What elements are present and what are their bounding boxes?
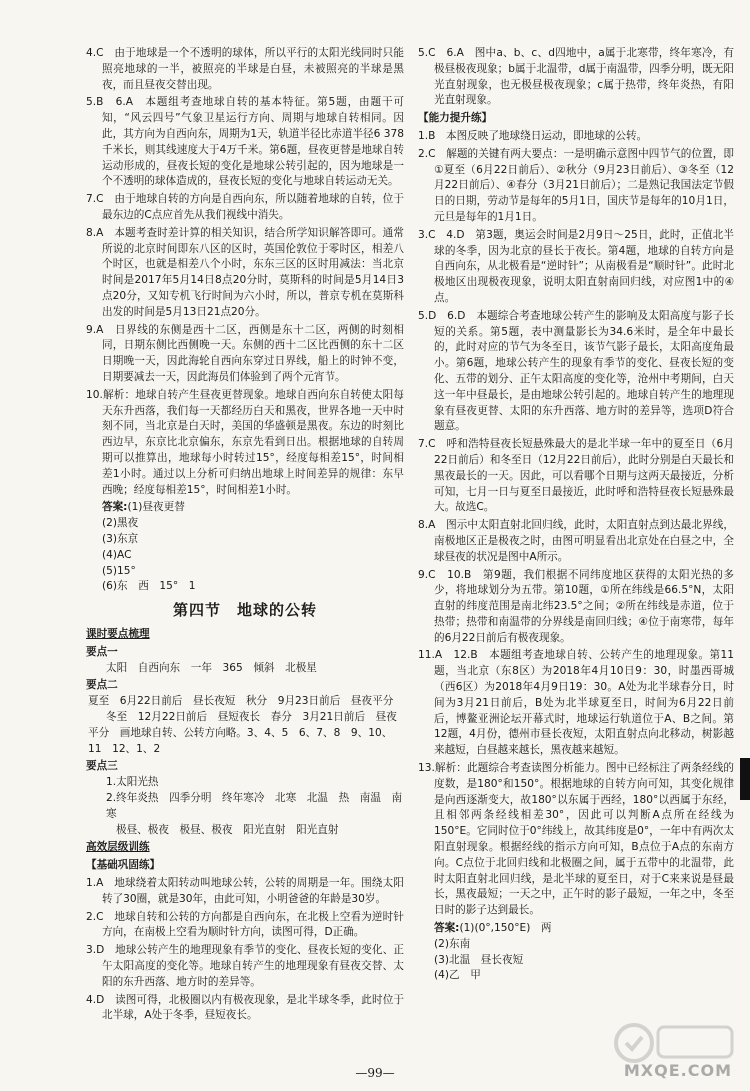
watermark-text: MXQE.COM	[623, 1061, 732, 1081]
answer-item: 9.A 日界线的东侧是西十二区，西侧是东十二区，两侧的时刻相同，日期东侧比西侧晚一天。东侧的西十二区比西侧的东十二区日期晚一天，因此海轮自西向东穿过日界线，船上的时钟不变，日期要减去一天，因此海员们体验到了两个元宵节。	[86, 323, 404, 383]
keypoint-line: 太阳 自西向东 一年 365 倾斜 北极星	[106, 661, 317, 674]
answer-item: 10.解析：地球自转产生昼夜更替现象。地球自西向东自转使太阳每天东升西落，我们每一天都经历白天和黑夜，世界各地一天中时刻不同，当北京是白天时，美国的华盛顿是黑夜。东边的时刻比西边早，东京比北京偏东，东京先看到日出。根据地球的自转周期可以推算出，地球每小时转过15°，经度每相差15°，时间相差1小时。通过以上分析可归纳出地球上时间差异的规律：东早西晚；经度每相差15°，时间相差1小时。	[86, 388, 404, 496]
keypoint-label: 要点三	[86, 760, 118, 773]
answer-item: 5.D 6.D 本题综合考查地球公转产生的影响及太阳高度与影子长短的关系。第5题，表中测量影长为34.6米时，是全年中最长的，此时对应的节气为冬至日，该节气影子最长，太阳高度角最小。第6题，地球公转产生的现象有季节的变化、昼夜长短的变化、五带的划分、正午太阳高度的变化等，沧州中考期间，白天这一年中昼最长，是由地球公转引起的。地球自转产生的地理现象有昼夜更替、太阳的东升西落、地方时的差异等，选项D符合题意。	[418, 309, 734, 433]
answer-item: 7.C 由于地球自转的方向是自西向东，所以随着地球的自转，位于最东边的C点应首先从我们视线中消失。	[86, 193, 404, 221]
chapter-side-tab	[740, 758, 750, 800]
answer-item: 13.解析：此题综合考查读图分析能力。图中已经标注了两条经线的度数，是180°和150°。根据地球的自转方向可知，其变化规律是向西逐渐变大，故180°以东属于西经，180°以西属于东经，且相邻两条经线相差30°，因此可以判断A点所在经线为150°E。它同时位于0°纬线上，故其纬度是0°，一年中有两次太阳直射现象。根据经线的指示方向可知，B点位于A点的东南方向。C点位于北回归线和北极圈之间，属于五带中的北温带，此时太阳直射北回归线，是北半球的夏至日，对于C来来说是昼最长，黑夜最短；一天之中，正午时的影子最短，一年之中，冬至日时的影子达到最长。	[418, 762, 734, 917]
answer-item: 7.C 呼和浩特昼夜长短悬殊最大的是北半球一年中的夏至日（6月22日前后）和冬至日（12月22日前后），此时分别是白天最长和黑夜最长的一天。因此，可以看哪个日期与这两天最接近，分析可知，七月一日与夏至日最接近，此时呼和浩特昼夜长短悬殊最大。故选C。	[418, 438, 734, 514]
keypoint-line: 2.终年炎热 四季分明 终年寒冷 北寒 北温 热 南温 南寒	[106, 792, 403, 820]
right-column	[418, 46, 734, 984]
answer-item: 8.A 图示中太阳直射北回归线，此时，太阳直射点到达最北界线，南极地区正是极夜之时，由图可明显看出北京处在白昼之中，全球昼夜的状况是图中A所示。	[418, 519, 734, 563]
keypoint-label: 要点一	[86, 645, 118, 658]
answer-line: (3)北温 昼长夜短	[434, 953, 524, 966]
answer-item: 4.D 读图可得，北极圈以内有极夜现象，是北半球冬季，此时位于北半球，A处于冬季，昼短夜长。	[86, 993, 404, 1022]
basic-practice-label: 【基础巩固练】	[86, 859, 161, 872]
answer-line: (4)乙 甲	[434, 969, 481, 982]
answer-label: 答案:(1)昼夜更替	[102, 501, 185, 514]
answer-item: 3.D 地球公转产生的地理现象有季节的变化、昼夜长短的变化、正午太阳高度的变化等。地球自转产生的地理现象有昼夜交替、太阳的东升西落、地方时的差异等。	[86, 944, 404, 988]
answer-item: 9.C 10.B 第9题，我们根据不同纬度地区获得的太阳光热的多少，将地球划分为五带。第10题，①所在纬线是66.5°N，太阳直射的纬度范围是南北纬23.5°之间；②所在纬线是赤道，位于热带；热带和南温带的分界线是南回归线；④位于南寒带，每年的6月22日前后有极夜现象。	[418, 568, 734, 644]
keypoint-line: 1.太阳光热	[106, 776, 159, 789]
answer-item: 8.A 本题考查时差计算的相关知识，结合所学知识解答即可。通常所说的北京时间即东八区的区时，英国伦敦位于零时区，相差八个时区，也就是相差八个小时，东东三区的区时用减法：当北京时间是2017年5月14日8点20分时，莫斯科的时间是5月14日3点20分，又知专机飞行时间为六小时，所以，普京专机在莫斯科出发的时间是5月13日21点20分。	[86, 226, 404, 318]
keypoints-heading: 课时要点梳理	[86, 628, 150, 641]
keypoint-line: 平分 画地球自转、公转方向略。3、4、5 6、7、8 9、10、11 12、1、2	[88, 726, 393, 755]
page-number: —99—	[355, 1066, 395, 1080]
answer-line: (4)AC	[102, 548, 132, 561]
answer-item: 2.C 解题的关键有两大要点：一是明确示意图中四节气的位置，即①夏至（6月22日前后）、②秋分（9月23日前后）、③冬至（12月22日前后）、④春分（3月21日前后）；二是熟记我国法定节假日的日期，劳动节是每年的5月1日，国庆节是每年的10月1日，元旦是每年的1月1日。	[418, 147, 734, 223]
answer-item: 3.C 4.D 第3题，奥运会时间是2月9日～25日，此时，正值北半球的冬季，因为北京的昼长于夜长。第4题，地球的自转方向是自西向东，从北极看是“逆时针”；从南极看是“顺时针”。此时北极地区出现极夜现象，说明太阳直射南回归线，对应图1中的④点。	[418, 228, 734, 304]
left-column	[86, 46, 404, 1026]
answer-item: 4.C 由于地球是一个不透明的球体，所以平行的太阳光线同时只能照亮地球的一半，被照亮的半球是白昼，未被照亮的半球是黑夜，而且昼夜交替出现。	[86, 47, 404, 91]
answer-line: (6)东 西 15° 1	[102, 580, 196, 593]
answer-item: 1.A 地球绕着太阳转动叫地球公转，公转的周期是一年。围绕太阳转了30圈，就是30年，由此可知，小明爸爸的年龄是30岁。	[86, 877, 404, 905]
answer-line: (2)东南	[434, 937, 471, 950]
answer-line: (2)黑夜	[102, 517, 139, 530]
keypoint-line: 冬至 12月22日前后 昼短夜长 春分 3月21日前后 昼夜	[106, 711, 397, 724]
training-heading: 高效层级训练	[86, 841, 150, 854]
keypoint-line: 夏至 6月22日前后 昼长夜短 秋分 9月23日前后 昼夜平分	[88, 695, 394, 708]
answer-item: 2.C 地球自转和公转的方向都是自西向东，在北极上空看为逆时针方向，在南极上空看为顺时针方向，读图可得，D正确。	[86, 910, 404, 939]
answer-label: 答案:(1)(0°,150°E) 两	[434, 922, 552, 935]
keypoint-line: 极昼、极夜 极昼、极夜 阳光直射 阳光直射	[116, 823, 339, 836]
keypoint-label: 要点二	[86, 679, 118, 692]
answer-line: (3)东京	[102, 532, 139, 545]
ability-practice-label: 【能力提升练】	[418, 112, 493, 125]
answer-line: (5)15°	[102, 564, 136, 577]
answer-item: 1.B 本图反映了地球绕日运动，即地球的公转。	[418, 129, 648, 142]
section-title: 第四节 地球的公转	[172, 601, 317, 620]
answer-item: 5.C 6.A 图中a、b、c、d四地中，a属于北寒带，终年寒冷，有极昼极夜现象；b属于北温带，d属于南温带，四季分明，既无阳光直射现象，也无极昼极夜现象；c属于热带，终年炎热，有阳光直射现象。	[418, 47, 734, 107]
answer-item: 5.B 6.A 本题组考查地球自转的基本特征。第5题，由题干可知，“风云四号”气象卫星运行方向、周期与地球自转相同。因此，其方向为自西向东，周期为1天，轨道半径比赤道半径6 378千米长，则其线速度大于4万千米。第6题，昼夜更替是地球自转运动形成的，昼夜长短的变化是地球公转引起的，因为地球是一个不透明的球体造成的，昼夜长短的变化与地球自转运动无关。	[86, 96, 404, 188]
answer-item: 11.A 12.B 本题组考查地球自转、公转产生的地理现象。第11题，当北京（东8区）为2018年4月10日9：30，时墨西哥城（西6区）为2018年4月9日19：30。A处为北半球春分日，时间为3月21日前后，B处为北半球夏至日，时间为6月22日前后，博鳌亚洲论坛开幕式时，地球运行轨道位于A、B之间。第12题，4月份，德州市昼长夜短，太阳直射点向北移动，树影越来越短，白昼越来越长，黑夜越来越短。	[418, 649, 734, 757]
